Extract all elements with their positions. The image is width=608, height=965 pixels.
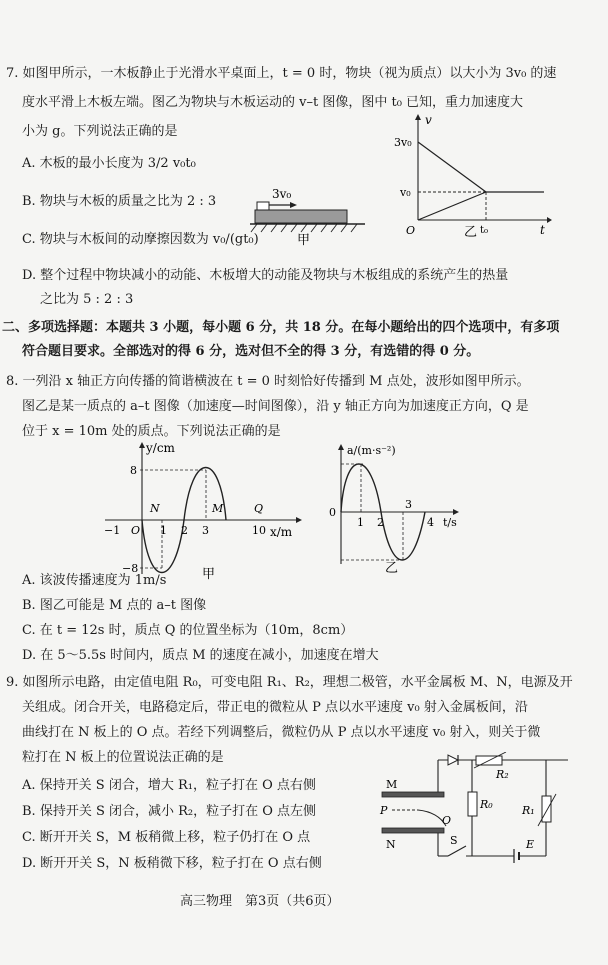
q9-option-d: D. 断开开关 S，N 板稍微下移，粒子打在 O 点右侧 xyxy=(22,856,322,871)
q8-t-tick-2: 2 xyxy=(377,516,384,529)
q8-t-axis-label: t/s xyxy=(443,516,457,529)
q8-y-top-tick: 8 xyxy=(130,464,137,477)
q8-a-origin: 0 xyxy=(329,506,336,519)
label-n: N xyxy=(386,838,396,851)
q8-x-tick-2: 2 xyxy=(181,524,188,537)
q7-figure-jia xyxy=(245,182,375,246)
q8-t-tick-1: 1 xyxy=(357,516,364,529)
q9-line2: 关组成。闭合开关，电路稳定后，带正电的微粒从 P 点以水平速度 v₀ 射入金属板间，沿 xyxy=(22,700,528,715)
q8-line3: 位于 x = 10m 处的质点。下列说法正确的是 xyxy=(22,424,281,439)
q7-y-tick-v0: v₀ xyxy=(400,186,411,199)
q8-point-q: Q xyxy=(254,502,264,515)
q7-option-c: C. 物块与木板间的动摩擦因数为 v₀/(gt₀) xyxy=(22,232,259,247)
q8-fig-yi-label: 乙 xyxy=(385,561,399,574)
q7-option-d-line2: 之比为 5 : 2 : 3 xyxy=(40,292,134,307)
section2-line2: 符合题目要求。全部选对的得 6 分，选对但不全的得 3 分，有选错的得 0 分。 xyxy=(22,344,480,359)
q8-t-tick-3: 3 xyxy=(405,498,412,511)
q8-a-axis-label: a/(m·s⁻²) xyxy=(347,444,396,457)
q8-option-a: A. 该波传播速度为 1m/s xyxy=(22,573,167,588)
q9-line3: 曲线打在 N 板上的 O 点。若经下列调整后，微粒仍从 P 点以水平速度 v₀ 射入，则关于微 xyxy=(22,725,541,740)
q8-origin: O xyxy=(131,524,141,537)
q7-figure-yi xyxy=(392,112,552,240)
label-r0: R₀ xyxy=(480,798,493,811)
q8-t-tick-4: 4 xyxy=(427,516,434,529)
q8-x-tick-neg1: −1 xyxy=(104,524,121,537)
q8-figure-jia xyxy=(100,440,305,580)
q8-x-tick-1: 1 xyxy=(160,524,167,537)
q9-line1: 9. 如图所示电路，由定值电阻 R₀，可变电阻 R₁、R₂，理想二极管，水平金属板 M、N，电源及开 xyxy=(6,675,573,690)
label-s: S xyxy=(450,834,458,847)
q8-line1: 8. 一列沿 x 轴正方向传播的简谐横波在 t = 0 时刻恰好传播到 M 点处，波形如图甲所示。 xyxy=(6,374,530,389)
q7-line1: 7. 如图甲所示，一木板静止于光滑水平桌面上，t = 0 时，物块（视为质点）以大小为 3v₀ 的速 xyxy=(6,66,557,81)
q9-line4: 粒打在 N 板上的位置说法正确的是 xyxy=(22,750,224,765)
q8-option-b: B. 图乙可能是 M 点的 a–t 图像 xyxy=(22,598,207,613)
q7-option-d-line1: D. 整个过程中物块减小的动能、木板增大的动能及物块与木板组成的系统产生的热量 xyxy=(22,268,509,283)
q8-option-d: D. 在 5～5.5s 时间内，质点 M 的速度在减小，加速度在增大 xyxy=(22,648,379,663)
label-p: P xyxy=(380,804,388,817)
q7-line3: 小为 g。下列说法正确的是 xyxy=(22,124,178,139)
q8-x-tick-3: 3 xyxy=(202,524,209,537)
q8-point-n: N xyxy=(150,502,160,515)
q7-option-b: B. 物块与木板的质量之比为 2 : 3 xyxy=(22,194,217,209)
q7-line2: 度水平滑上木板左端。图乙为物块与木板运动的 v–t 图像，图中 t₀ 已知，重力加速度大 xyxy=(22,95,524,110)
label-o: O xyxy=(442,814,452,827)
q7-x-axis-label: t xyxy=(540,223,545,237)
q8-option-c: C. 在 t = 12s 时，质点 Q 的位置坐标为（10m，8cm） xyxy=(22,623,354,638)
q8-figure-yi xyxy=(325,444,470,574)
q7-origin: O xyxy=(406,224,416,237)
q7-y-tick-3v0: 3v₀ xyxy=(394,136,412,149)
q7-fig-yi-label: 乙 xyxy=(464,225,478,240)
label-e: E xyxy=(526,838,535,851)
q7-arrow-label: 3v₀ xyxy=(272,187,292,201)
q8-point-m: M xyxy=(212,502,224,515)
q7-y-axis-label: v xyxy=(425,113,432,127)
q9-circuit-diagram xyxy=(378,752,574,868)
q7-x-tick-t0: t₀ xyxy=(480,225,489,236)
page-footer: 高三物理 第3页（共6页） xyxy=(180,894,340,909)
q7-option-a: A. 木板的最小长度为 3/2 v₀t₀ xyxy=(22,156,196,171)
label-r1: R₁ xyxy=(522,804,535,817)
q8-x-axis-label: x/m xyxy=(270,525,293,539)
section2-line1: 二、多项选择题：本题共 3 小题，每小题 6 分，共 18 分。在每小题给出的四个选项中，有多项 xyxy=(2,320,560,335)
q8-y-bot-tick: −8 xyxy=(122,562,139,575)
q9-option-c: C. 断开开关 S，M 板稍微上移，粒子仍打在 O 点 xyxy=(22,830,311,845)
q8-x-tick-10: 10 xyxy=(252,524,266,537)
q7-fig-jia-label: 甲 xyxy=(297,233,311,246)
q8-fig-jia-label: 甲 xyxy=(202,567,216,580)
q8-y-axis-label: y/cm xyxy=(146,441,175,455)
label-r2: R₂ xyxy=(496,768,509,781)
label-m: M xyxy=(386,778,398,791)
q9-option-a: A. 保持开关 S 闭合，增大 R₁，粒子打在 O 点右侧 xyxy=(22,778,316,793)
q9-option-b: B. 保持开关 S 闭合，减小 R₂，粒子打在 O 点左侧 xyxy=(22,804,317,819)
q8-line2: 图乙是某一质点的 a–t 图像（加速度—时间图像），沿 y 轴正方向为加速度正方向，Q 是 xyxy=(22,399,529,414)
